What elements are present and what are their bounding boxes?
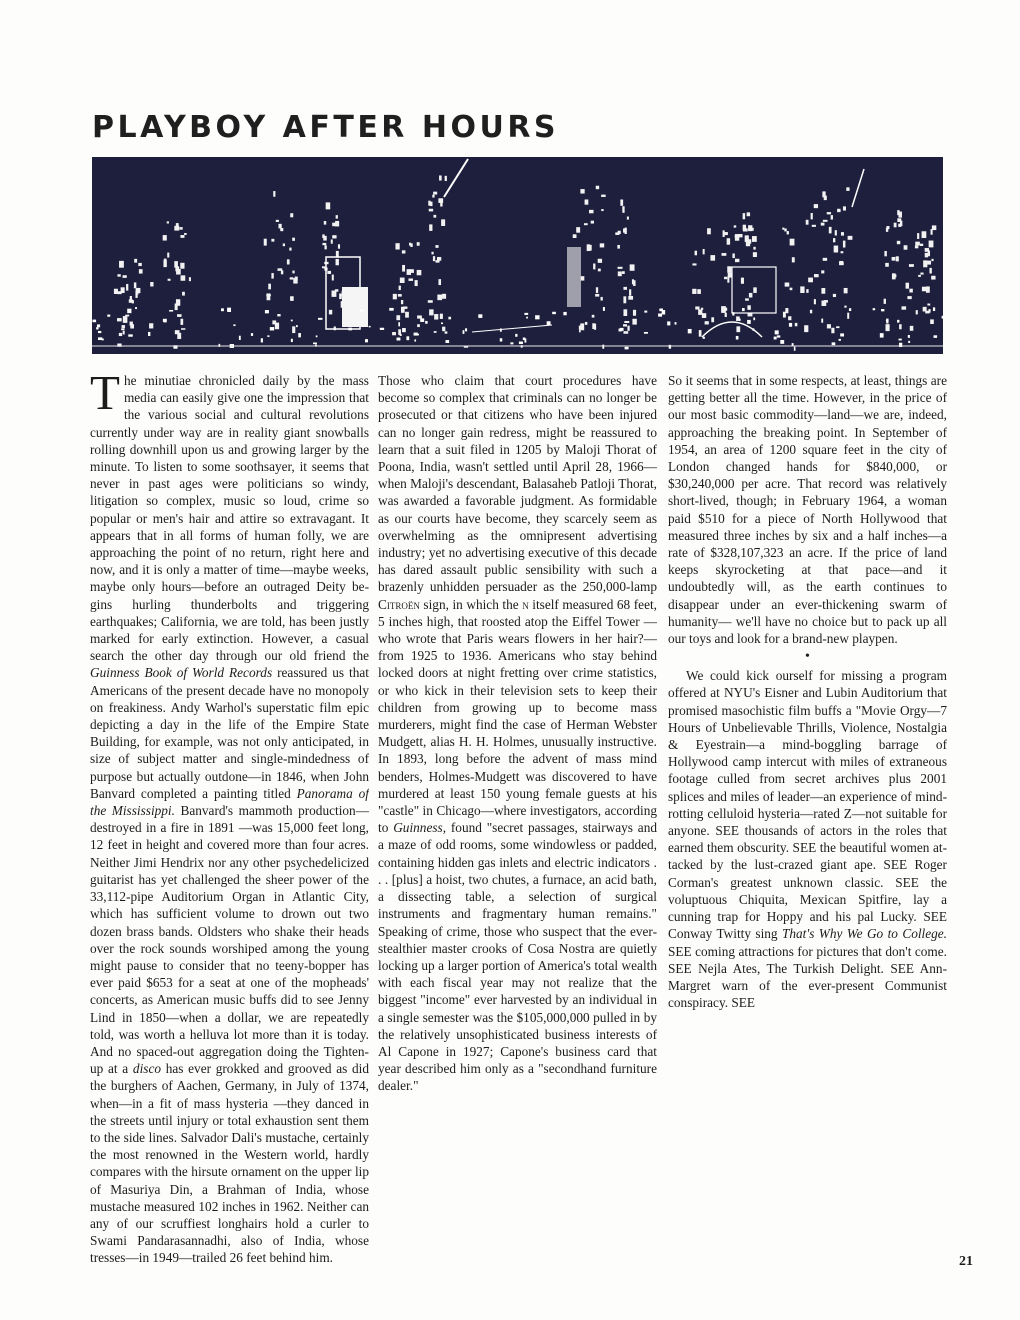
- article-paragraph-2: Those who claim that court procedures have become so complex that criminals can no longer be prosecuted or that citizens who have been injured can no longer gain redress, might be reassured to learn that a suit filed in 1205 by Maloji Thorat of Poona, India, wasn't settled until April 28, 1966—when Maloji's descendant, Balasaheb Patloji Thorat, was awarded a favorable judgment. As formidable as our courts have become, they scarcely seem as overwhelming as the omnipresent advertising industry; yet no advertising executive of this decade has dared assault public sensibility with such a brazenly unhidden persuader as the 250,000-lamp Citroën sign, in which the n itself measured 68 feet, 5 inches high, that roosted atop the Eiffel Tower —who wrote that Paris wears flowers in her hair?—from 1925 to 1936. Americans who stay behind locked doors at night fretting over crime statistics, or who kick in their television sets to keep their children from growing up to become mass murderers, might find the case of Herman Webster Mudgett, alias H. H. Holmes, unusually instructive. In 1893, long before the advent of mass mind benders, Holmes-Mudgett was discovered to have murdered at least 150 young female guests at his "castle" in Chicago—where investigators, according to Guinness, found "secret passages, stairways and a maze of odd rooms, some windowless or padded, containing hidden gas inlets and electric indicators . . . [plus] a hoist, two chutes, a furnace, an acid bath, a dissecting table, a selection of surgical instruments and fragmentary human remains." Speaking of crime, those who suspect that the ever-stealthier master crooks of Cosa Nostra are quietly locking up a larger portion of America's total wealth with each fiscal year may not realize that the biggest "income" ever harvested by an individual in a single semester was the $105,000,000 pulled in by the relatively unsophisticated business interests of Al Capone in 1927; Capone's business card that year described him only as a "secondhand furniture dealer.": [378, 373, 657, 1094]
- city-skyline-illustration: [92, 157, 943, 354]
- drop-cap: T: [90, 372, 120, 420]
- article-column-1: [90, 372, 369, 1287]
- article-column-3: [668, 372, 947, 1287]
- article-paragraph-3: So it seems that in some respects, at least, things are getting better all the time. However, in the price of our most basic commodity—land—we are, indeed, approaching the breaking point. In September of 1954, an area of 1200 square feet in the city of London changed hands for $840,000, or $30,240,000 per acre. That record was relatively short-lived, though; in February 1964, a woman paid $510 for a piece of North Hollywood that measured three inches by six and a half inches—a rate of $328,107,323 an acre. If the price of land keeps skyrocketing at that pace—and it undoubtedly will, as the earth continues to disappear under an ever-thickening swarm of humanity— we'll have no choice but to pack up all our toys and look for a brand-new playpen.: [668, 373, 947, 647]
- article-paragraph-1: The minutiae chronicled daily by the mass media can easily give one the impression that the various social and cultural revolutions currently under way are in reality giant snowballs rolling downhill upon us and growing larger by the minute. To listen to some soothsayer, it seems that never in past ages were politicians so windy, litigation so complex, music so loud, crime so popular or men's hair and attire so extravagant. It appears that in all forms of human folly, we are approaching the point of no return, right here and now, and it is only a matter of time—maybe weeks, maybe only hours—before an outraged Deity begins hurling thunderbolts and triggering earthquakes; California, we are told, has been justly marked for early extinction. However, a casual search the other day through our old friend the Guinness Book of World Records reassured us that Americans of the present decade have no monopoly on freakiness. Andy Warhol's superstatic film epic depicting a day in the life of the Empire State Building, for example, was not only anticipated, in size of subject matter and single-mindedness of purpose but actually outdone—in 1846, when John Banvard completed a painting titled Panorama of the Mississippi. Banvard's mammoth production—destroyed in a fire in 1891 —was 15,000 feet long, 12 feet in height and covered more than four acres. Neither Jimi Hendrix nor any other psychedelicized guitarist has yet challenged the sheer power of the 33,112-pipe Auditorium Organ in Atlantic City, which has sufficient volume to drown out two dozen brass bands. Oldsters who shake their heads over the rock sounds worshiped among the young might pause to consider that no teeny-bopper has ever paid $653 for a seat at one of the mopheads' concerts, as American music buffs did to see Jenny Lind in 1850—when a dollar, we are repeatedly told, was worth a helluva lot more than it is today. And no spaced-out aggregation doing the Tighten-up at a disco has ever grokked and grooved as did the burghers of Aachen, Germany, in July of 1374, when—in a fit of mass hysteria —they danced in the streets until injury or total exhaustion sent them to the side lines. Salvador Dali's mustache, certainly the most renowned in the Western world, hardly compares with the hirsute ornament on the upper lip of Masuriya Din, a Brahman of India, whose mustache measured 102 inches in 1962. Neither can any of our scruffiest longhairs hold a curler to Swami Pandarasannadhi, also of India, whose tresses—in 1949—trailed 26 feet behind him.: [90, 372, 369, 1266]
- page-title: PLAYBOY AFTER HOURS: [92, 110, 560, 145]
- skyline-drawing: [92, 157, 943, 354]
- section-separator: •: [805, 649, 810, 665]
- article-paragraph-4: We could kick ourself for missing a program offered at NYU's Eisner and Lubin Auditorium that promised masochistic film buffs a "Movie Orgy—7 Hours of Unbelievable Thrills, Violence, Nostalgia & Eyestrain—a mind-boggling barrage of Hollywood camp intercut with miles of extraneous footage culled from secret archives plus 2001 splices and miles of leader—an experience of mind-rotting celluloid hysteria—rated Z—not suitable for anyone. SEE thousands of actors in the roles that earned them obscurity. SEE the beautiful women attacked by the lust-crazed giant ape. SEE Roger Corman's greatest unknown classic. SEE the voluptuous Chiquita, Mexican Spitfire, lay a cunning trap for Hoppy and his pal Lucky. SEE Conway Twitty sing That's Why We Go to College. SEE coming attractions for pictures that don't come. SEE Nejla Ates, The Turkish Delight. SEE Ann-Margret warn of the ever-present Communist conspiracy. SEE: [668, 668, 947, 1011]
- page-number: 21: [959, 1254, 973, 1269]
- article-column-2: [378, 372, 657, 1287]
